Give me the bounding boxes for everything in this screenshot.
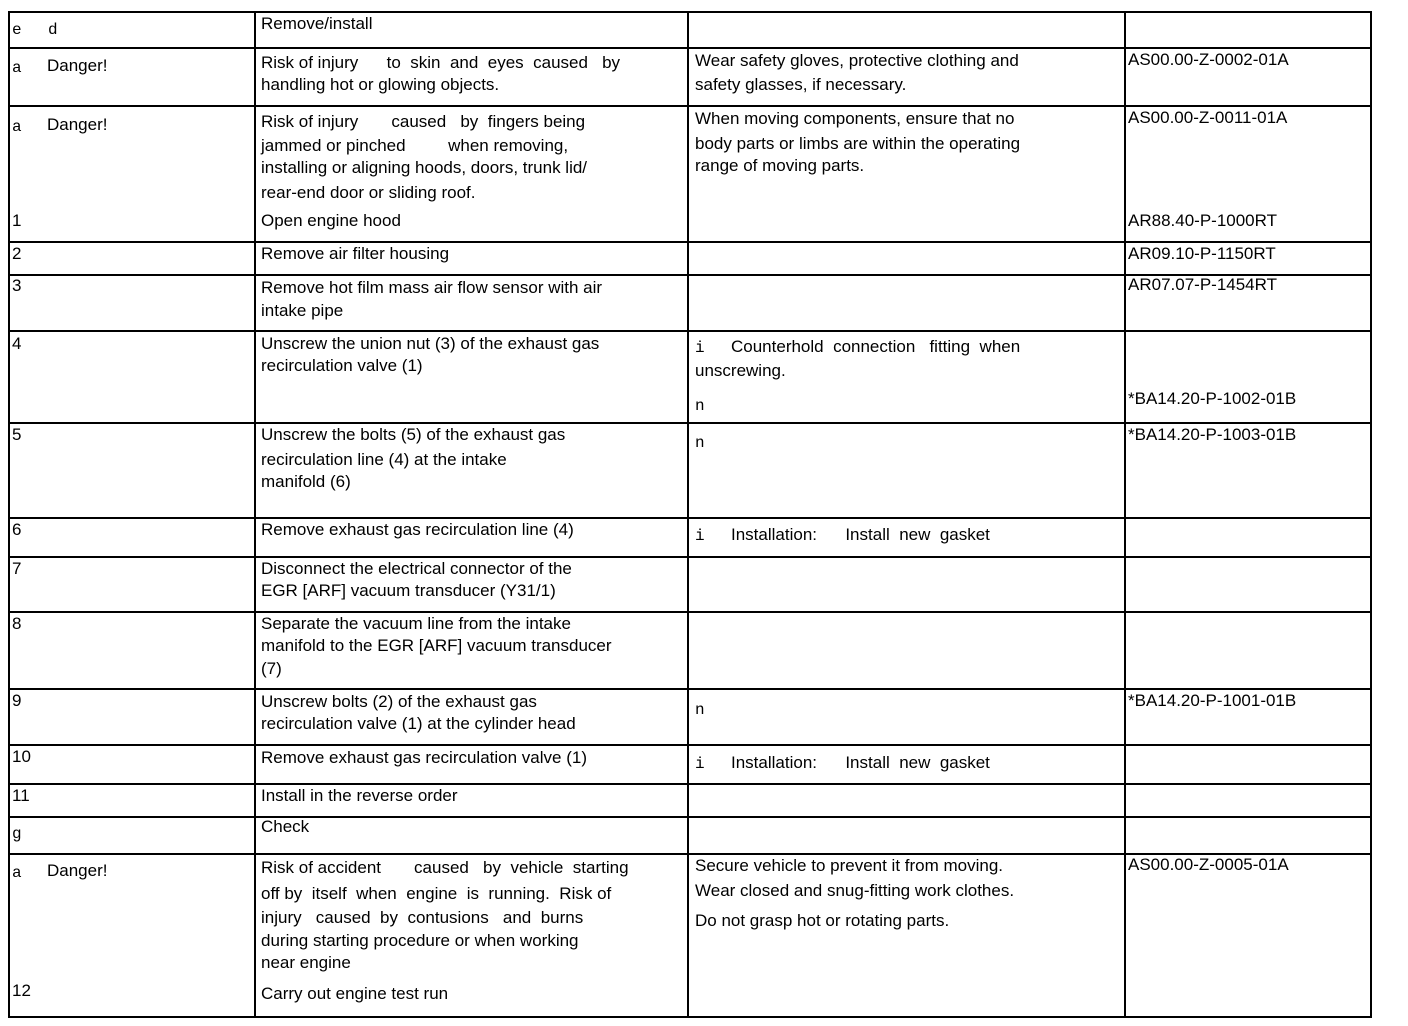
step-number: 8 xyxy=(12,614,22,633)
row-divider xyxy=(10,330,1370,332)
reference-code[interactable]: AS00.00-Z-0005-01A xyxy=(1128,855,1289,874)
notice-icon: n xyxy=(695,434,705,452)
note-text: Do not grasp hot or rotating parts. xyxy=(695,911,950,930)
row-divider xyxy=(10,744,1370,746)
note-text: unscrewing. xyxy=(695,361,786,380)
reference-code[interactable]: *BA14.20-P-1001-01B xyxy=(1128,691,1297,710)
step-text: installing or aligning hoods, doors, trunk lid/ xyxy=(261,158,588,177)
row-divider xyxy=(10,816,1370,818)
step-text: Remove air filter housing xyxy=(261,244,450,263)
step-text: Remove exhaust gas recirculation valve (1) xyxy=(261,748,587,767)
step-text: jammed or pinched when removing, xyxy=(261,136,569,155)
note-text: Installation: Install new gasket xyxy=(731,525,990,544)
notice-icon: n xyxy=(695,701,705,719)
step-text: Risk of injury caused by fingers being xyxy=(261,112,586,131)
note-text: Secure vehicle to prevent it from moving. xyxy=(695,856,1004,875)
step-text: Separate the vacuum line from the intake xyxy=(261,614,571,633)
reference-code[interactable]: AS00.00-Z-0011-01A xyxy=(1128,108,1288,127)
danger-label: Danger! xyxy=(47,56,108,75)
step-text: recirculation line (4) at the intake xyxy=(261,450,507,469)
step-number: 10 xyxy=(12,747,31,766)
step-text: Carry out engine test run xyxy=(261,984,449,1003)
section-title: Check xyxy=(261,817,310,836)
step-text: recirculation valve (1) xyxy=(261,356,423,375)
step-text: intake pipe xyxy=(261,301,344,320)
info-icon: i xyxy=(695,339,705,357)
step-number: 9 xyxy=(12,691,22,710)
note-text: range of moving parts. xyxy=(695,156,865,175)
danger-label: Danger! xyxy=(47,115,108,134)
step-text: handling hot or glowing objects. xyxy=(261,75,500,94)
note-text: body parts or limbs are within the operating xyxy=(695,134,1021,153)
note-text: When moving components, ensure that no xyxy=(695,109,1015,128)
row-divider xyxy=(10,611,1370,613)
row-divider xyxy=(10,556,1370,558)
reference-code[interactable]: AR09.10-P-1150RT xyxy=(1128,244,1276,263)
step-number: 11 xyxy=(12,786,30,805)
note-text: Wear safety gloves, protective clothing and xyxy=(695,51,1019,70)
danger-icon: a xyxy=(12,59,22,77)
row-divider xyxy=(10,783,1370,785)
step-number: 3 xyxy=(12,276,22,295)
row-divider xyxy=(10,517,1370,519)
step-text: manifold (6) xyxy=(261,472,351,491)
reference-code[interactable]: AR07.07-P-1454RT xyxy=(1128,275,1277,294)
step-text: Risk of injury to skin and eyes caused by xyxy=(261,53,621,72)
reference-code[interactable]: *BA14.20-P-1003-01B xyxy=(1128,425,1297,444)
step-number: 4 xyxy=(12,334,22,353)
step-number: 7 xyxy=(12,559,22,578)
step-text: manifold to the EGR [ARF] vacuum transducer xyxy=(261,636,612,655)
section-marker: g xyxy=(12,825,22,843)
step-text: Unscrew bolts (2) of the exhaust gas xyxy=(261,692,537,711)
step-text: off by itself when engine is running. Risk of xyxy=(261,884,612,903)
step-text: Open engine hood xyxy=(261,211,401,230)
step-text: (7) xyxy=(261,659,282,678)
step-text: injury caused by contusions and burns xyxy=(261,908,584,927)
step-text: Unscrew the union nut (3) of the exhaust gas xyxy=(261,334,600,353)
note-text: Wear closed and snug-fitting work clothes. xyxy=(695,881,1015,900)
note-text: Installation: Install new gasket xyxy=(731,753,990,772)
section-marker: e xyxy=(12,21,22,39)
step-number: 6 xyxy=(12,520,22,539)
section-title: Remove/install xyxy=(261,14,373,33)
info-icon: i xyxy=(695,755,705,773)
column-divider xyxy=(254,13,256,1016)
note-text: safety glasses, if necessary. xyxy=(695,75,907,94)
step-number: 1 xyxy=(12,211,22,230)
step-text: Install in the reverse order xyxy=(261,786,458,805)
danger-icon: a xyxy=(12,118,22,136)
step-text: near engine xyxy=(261,953,351,972)
danger-icon: a xyxy=(12,864,22,882)
step-text: Remove hot film mass air flow sensor with air xyxy=(261,278,603,297)
step-number: 5 xyxy=(12,425,22,444)
column-divider xyxy=(1124,13,1126,1016)
step-text: Unscrew the bolts (5) of the exhaust gas xyxy=(261,425,566,444)
note-text: Counterhold connection fitting when xyxy=(731,337,1021,356)
step-number: 12 xyxy=(12,981,31,1000)
step-text: Remove exhaust gas recirculation line (4) xyxy=(261,520,574,539)
danger-label: Danger! xyxy=(47,861,108,880)
column-divider xyxy=(687,13,689,1016)
step-text: Risk of accident caused by vehicle starting xyxy=(261,858,629,877)
step-text: recirculation valve (1) at the cylinder head xyxy=(261,714,576,733)
reference-code[interactable]: *BA14.20-P-1002-01B xyxy=(1128,389,1297,408)
section-marker: d xyxy=(48,21,58,39)
step-text: Disconnect the electrical connector of the xyxy=(261,559,572,578)
step-text: during starting procedure or when working xyxy=(261,931,579,950)
info-icon: i xyxy=(695,527,705,545)
reference-code[interactable]: AR88.40-P-1000RT xyxy=(1128,211,1277,230)
reference-code[interactable]: AS00.00-Z-0002-01A xyxy=(1128,50,1289,69)
step-text: EGR [ARF] vacuum transducer (Y31/1) xyxy=(261,581,556,600)
step-number: 2 xyxy=(12,244,22,263)
notice-icon: n xyxy=(695,397,705,415)
step-text: rear-end door or sliding roof. xyxy=(261,183,476,202)
